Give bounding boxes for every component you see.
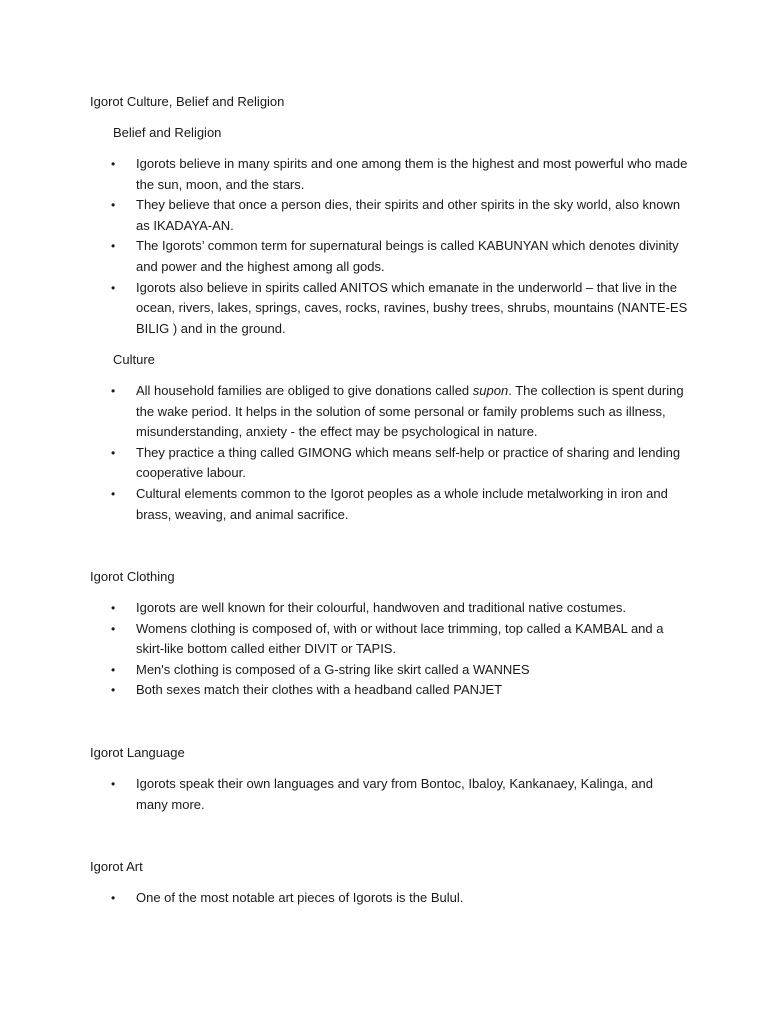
list-item xyxy=(0,680,768,701)
list-item-text: Igorots believe in many spirits and one among them is the highest and most powerful who made the sun, moon, and the stars. xyxy=(136,156,688,192)
bullet-icon: • xyxy=(111,198,116,213)
list-item-text: Men's clothing is composed of a G-string like skirt called a WANNES xyxy=(136,661,530,677)
list-item-text: Cultural elements common to the Igorot peoples as a whole include metalworking in iron and brass, weaving, and animal sacrifice. xyxy=(136,485,668,522)
culture-list xyxy=(0,381,768,525)
document-title: Igorot Culture, Belief and Religion xyxy=(90,94,285,109)
list-item xyxy=(0,660,768,681)
bullet-icon: • xyxy=(111,621,116,636)
list-item-text-start: All household families are obliged to give donations called xyxy=(136,383,473,398)
list-item-text: Both sexes match their clothes with a headband called PANJET xyxy=(136,682,503,698)
bullet-icon: • xyxy=(111,777,116,791)
bullet-icon: • xyxy=(111,157,116,171)
language-list xyxy=(0,774,768,815)
art-heading: Igorot Art xyxy=(90,859,143,874)
list-item-text-end: . The collection is spent during the wake period. It helps in the solution of some personal or family problems such as illness, misunderstanding, anxiety - the effect may be psychological in nature. xyxy=(136,383,684,440)
belief-list xyxy=(0,154,768,339)
list-item xyxy=(0,236,768,277)
list-item-text xyxy=(136,383,684,439)
list-item xyxy=(0,774,768,815)
list-item-text: Womens clothing is composed of, with or without lace trimming, top called a KAMBAL and a skirt-like bottom called either DIVIT or TAPIS. xyxy=(136,620,664,657)
culture-heading: Culture xyxy=(113,352,155,367)
list-item-text: Igorots also believe in spirits called ANITOS which emanate in the underworld – that live in the ocean, rivers, lakes, springs, caves, rocks, ravines, bushy trees, shrubs, mountains (NANTE-ES BILIG ) and in the ground. xyxy=(136,279,688,336)
list-item-text: Igorots speak their own languages and vary from Bontoc, Ibaloy, Kankanaey, Kalinga, and many more. xyxy=(136,776,653,812)
clothing-list xyxy=(0,598,768,701)
list-item-text: One of the most notable art pieces of Igorots is the Bulul. xyxy=(136,890,464,905)
bullet-icon: • xyxy=(111,662,116,677)
list-item xyxy=(0,443,768,484)
art-list xyxy=(0,888,768,909)
list-item xyxy=(0,278,768,340)
list-item xyxy=(0,888,768,909)
belief-religion-heading: Belief and Religion xyxy=(113,125,222,140)
bullet-icon: • xyxy=(111,280,116,295)
list-item xyxy=(0,619,768,660)
list-item xyxy=(0,195,768,236)
list-item-text: They believe that once a person dies, their spirits and other spirits in the sky world, also known as IKADAYA-AN. xyxy=(136,197,681,233)
bullet-icon: • xyxy=(111,384,116,398)
clothing-heading: Igorot Clothing xyxy=(90,569,175,584)
language-heading: Igorot Language xyxy=(90,745,185,760)
bullet-icon: • xyxy=(111,891,116,905)
bullet-icon: • xyxy=(111,239,116,254)
bullet-icon: • xyxy=(111,445,116,460)
list-item xyxy=(0,484,768,525)
list-item-text: They practice a thing called GIMONG which means self-help or practice of sharing and lending cooperative labour. xyxy=(136,444,681,481)
list-item xyxy=(0,381,768,443)
supon-term: supon xyxy=(472,383,509,398)
list-item xyxy=(0,154,768,195)
bullet-icon: • xyxy=(111,601,116,615)
list-item xyxy=(0,598,768,619)
list-item-text: Igorots are well known for their colourful, handwoven and traditional native costumes. xyxy=(136,600,626,615)
bullet-icon: • xyxy=(111,486,116,501)
bullet-icon: • xyxy=(111,683,116,698)
list-item-text: The Igorots’ common term for supernatural beings is called KABUNYAN which denotes divinity and power and the highest among all gods. xyxy=(136,238,679,274)
